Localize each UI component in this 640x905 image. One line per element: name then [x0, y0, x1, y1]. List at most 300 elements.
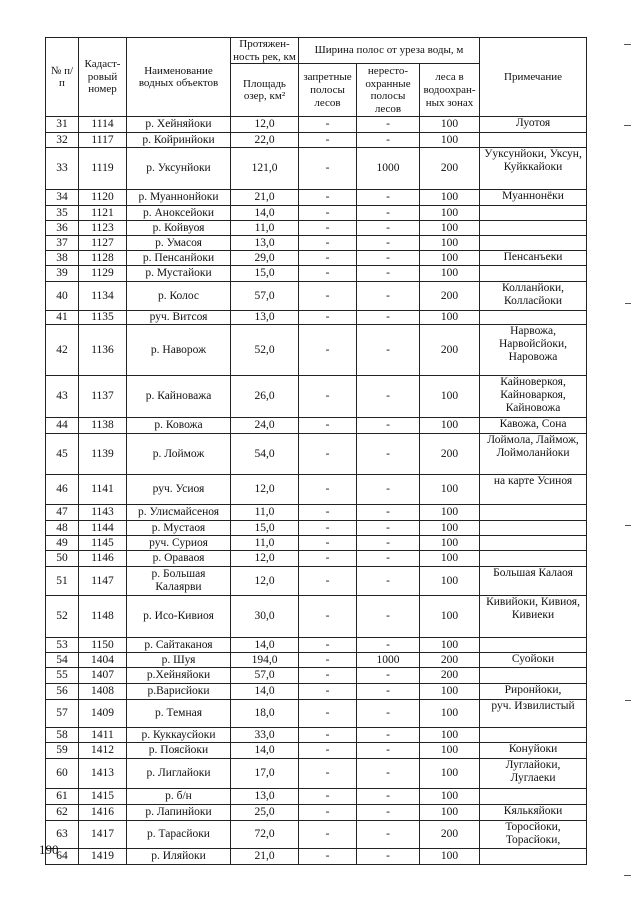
length-area-cell: 57,0: [231, 668, 299, 684]
forbidden-strip-cell: -: [299, 743, 357, 759]
row-number-cell: 48: [46, 521, 79, 536]
spawning-strip-cell: -: [357, 567, 420, 596]
spawning-strip-cell: -: [357, 684, 420, 700]
water-protection-forest-cell: 100: [420, 311, 480, 325]
spawning-strip-cell: -: [357, 221, 420, 236]
row-number-cell: 39: [46, 266, 79, 282]
table-row: [46, 684, 587, 700]
table-row: [46, 789, 587, 805]
object-name-cell: р. Ораваоя: [127, 551, 231, 567]
row-number-cell: 56: [46, 684, 79, 700]
length-area-cell: 15,0: [231, 266, 299, 282]
header-note: Примечание: [480, 38, 587, 117]
note-cell: Луглайоки, Луглаеки: [480, 759, 587, 789]
forbidden-strip-cell: -: [299, 221, 357, 236]
cadastral-number-cell: 1121: [79, 206, 127, 221]
header-name: Наименование водных объектов: [127, 38, 231, 117]
object-name-cell: р. Койвуоя: [127, 221, 231, 236]
table-row: [46, 325, 587, 376]
length-area-cell: 194,0: [231, 653, 299, 668]
water-protection-forest-cell: 100: [420, 190, 480, 206]
note-cell: Муаннонёки: [480, 190, 587, 206]
length-area-cell: 14,0: [231, 638, 299, 653]
spawning-strip-cell: -: [357, 728, 420, 743]
length-area-cell: 13,0: [231, 789, 299, 805]
note-cell: [480, 505, 587, 521]
object-name-cell: р. Мустаоя: [127, 521, 231, 536]
cadastral-number-cell: 1117: [79, 133, 127, 148]
object-name-cell: р. Лиглайоки: [127, 759, 231, 789]
object-name-cell: руч. Усиоя: [127, 475, 231, 505]
forbidden-strip-cell: -: [299, 653, 357, 668]
spawning-strip-cell: -: [357, 282, 420, 311]
forbidden-strip-cell: -: [299, 728, 357, 743]
cadastral-number-cell: 1139: [79, 434, 127, 475]
object-name-cell: р.Варисйоки: [127, 684, 231, 700]
cadastral-number-cell: 1136: [79, 325, 127, 376]
spawning-strip-cell: -: [357, 434, 420, 475]
length-area-cell: 12,0: [231, 567, 299, 596]
note-cell: на карте Усиноя: [480, 475, 587, 505]
length-area-cell: 12,0: [231, 475, 299, 505]
table-row: [46, 148, 587, 190]
object-name-cell: р. Ковожа: [127, 418, 231, 434]
forbidden-strip-cell: -: [299, 700, 357, 728]
table-row: [46, 551, 587, 567]
cadastral-number-cell: 1145: [79, 536, 127, 551]
scan-edge-mark: [625, 700, 631, 701]
cadastral-number-cell: 1413: [79, 759, 127, 789]
object-name-cell: руч. Суриоя: [127, 536, 231, 551]
spawning-strip-cell: -: [357, 475, 420, 505]
note-cell: [480, 266, 587, 282]
cadastral-number-cell: 1147: [79, 567, 127, 596]
length-area-cell: 17,0: [231, 759, 299, 789]
row-number-cell: 55: [46, 668, 79, 684]
spawning-strip-cell: -: [357, 236, 420, 251]
note-cell: Торосйоки, Торасйоки,: [480, 821, 587, 849]
object-name-cell: р. Лапинйоки: [127, 805, 231, 821]
header-water-forest: леса в водоохран-ных зонах: [420, 64, 480, 117]
table-row: [46, 668, 587, 684]
table-row: [46, 475, 587, 505]
length-area-cell: 57,0: [231, 282, 299, 311]
spawning-strip-cell: -: [357, 206, 420, 221]
length-area-cell: 11,0: [231, 505, 299, 521]
length-area-cell: 12,0: [231, 551, 299, 567]
row-number-cell: 51: [46, 567, 79, 596]
row-number-cell: 35: [46, 206, 79, 221]
water-protection-forest-cell: 100: [420, 505, 480, 521]
table-row: [46, 521, 587, 536]
spawning-strip-cell: -: [357, 505, 420, 521]
scan-edge-mark: [624, 875, 631, 876]
table-row: [46, 821, 587, 849]
note-cell: [480, 789, 587, 805]
row-number-cell: 38: [46, 251, 79, 266]
header-spawning: нересто-охранные полосы лесов: [357, 64, 420, 117]
note-cell: [480, 206, 587, 221]
forbidden-strip-cell: -: [299, 311, 357, 325]
table-row: [46, 700, 587, 728]
object-name-cell: р. Поясйоки: [127, 743, 231, 759]
note-cell: Суойоки: [480, 653, 587, 668]
spawning-strip-cell: -: [357, 759, 420, 789]
cadastral-number-cell: 1409: [79, 700, 127, 728]
forbidden-strip-cell: -: [299, 434, 357, 475]
length-area-cell: 26,0: [231, 376, 299, 418]
water-protection-forest-cell: 100: [420, 849, 480, 865]
table-row: [46, 638, 587, 653]
spawning-strip-cell: -: [357, 251, 420, 266]
forbidden-strip-cell: -: [299, 849, 357, 865]
length-area-cell: 52,0: [231, 325, 299, 376]
note-cell: [480, 551, 587, 567]
water-protection-forest-cell: 100: [420, 759, 480, 789]
object-name-cell: р. б/н: [127, 789, 231, 805]
cadastral-number-cell: 1144: [79, 521, 127, 536]
table-body: [46, 117, 587, 865]
row-number-cell: 42: [46, 325, 79, 376]
cadastral-number-cell: 1120: [79, 190, 127, 206]
object-name-cell: р. Улисмайсеноя: [127, 505, 231, 521]
spawning-strip-cell: -: [357, 805, 420, 821]
length-area-cell: 24,0: [231, 418, 299, 434]
water-protection-forest-cell: 100: [420, 596, 480, 638]
row-number-cell: 61: [46, 789, 79, 805]
length-area-cell: 25,0: [231, 805, 299, 821]
water-protection-forest-cell: 100: [420, 133, 480, 148]
table-row: [46, 596, 587, 638]
cadastral-number-cell: 1119: [79, 148, 127, 190]
cadastral-number-cell: 1404: [79, 653, 127, 668]
cadastral-number-cell: 1129: [79, 266, 127, 282]
forbidden-strip-cell: -: [299, 236, 357, 251]
object-name-cell: р. Лоймож: [127, 434, 231, 475]
note-cell: Пенсанъеки: [480, 251, 587, 266]
water-protection-forest-cell: 100: [420, 251, 480, 266]
row-number-cell: 62: [46, 805, 79, 821]
spawning-strip-cell: -: [357, 521, 420, 536]
spawning-strip-cell: -: [357, 700, 420, 728]
spawning-strip-cell: -: [357, 849, 420, 865]
water-protection-forest-cell: 100: [420, 536, 480, 551]
note-cell: [480, 638, 587, 653]
note-cell: Риронйоки,: [480, 684, 587, 700]
forbidden-strip-cell: -: [299, 567, 357, 596]
cadastral-number-cell: 1137: [79, 376, 127, 418]
spawning-strip-cell: -: [357, 190, 420, 206]
forbidden-strip-cell: -: [299, 536, 357, 551]
cadastral-number-cell: 1412: [79, 743, 127, 759]
length-area-cell: 121,0: [231, 148, 299, 190]
water-protection-forest-cell: 100: [420, 206, 480, 221]
object-name-cell: р. Койринйоки: [127, 133, 231, 148]
header-length: Протяжен-ность рек, км: [231, 38, 299, 64]
water-protection-forest-cell: 200: [420, 282, 480, 311]
length-area-cell: 72,0: [231, 821, 299, 849]
note-cell: руч. Извилистый: [480, 700, 587, 728]
row-number-cell: 54: [46, 653, 79, 668]
object-name-cell: р.Хейняйоки: [127, 668, 231, 684]
table-row: [46, 206, 587, 221]
scan-edge-mark: [624, 44, 631, 45]
row-number-cell: 49: [46, 536, 79, 551]
row-number-cell: 45: [46, 434, 79, 475]
note-cell: Кялькяйоки: [480, 805, 587, 821]
forbidden-strip-cell: -: [299, 521, 357, 536]
water-protection-forest-cell: 100: [420, 236, 480, 251]
length-area-cell: 21,0: [231, 849, 299, 865]
spawning-strip-cell: -: [357, 789, 420, 805]
length-area-cell: 33,0: [231, 728, 299, 743]
water-objects-table: [45, 37, 587, 865]
table-row: [46, 728, 587, 743]
table-row: [46, 221, 587, 236]
note-cell: [480, 668, 587, 684]
spawning-strip-cell: -: [357, 596, 420, 638]
spawning-strip-cell: -: [357, 551, 420, 567]
row-number-cell: 41: [46, 311, 79, 325]
spawning-strip-cell: -: [357, 821, 420, 849]
object-name-cell: р. Шуя: [127, 653, 231, 668]
water-protection-forest-cell: 100: [420, 743, 480, 759]
length-area-cell: 13,0: [231, 236, 299, 251]
water-protection-forest-cell: 100: [420, 551, 480, 567]
object-name-cell: р. Мустайоки: [127, 266, 231, 282]
table-row: [46, 653, 587, 668]
forbidden-strip-cell: -: [299, 133, 357, 148]
object-name-cell: р. Пенсанйоки: [127, 251, 231, 266]
object-name-cell: р. Колос: [127, 282, 231, 311]
length-area-cell: 12,0: [231, 117, 299, 133]
cadastral-number-cell: 1415: [79, 789, 127, 805]
note-cell: [480, 536, 587, 551]
row-number-cell: 44: [46, 418, 79, 434]
cadastral-number-cell: 1146: [79, 551, 127, 567]
spawning-strip-cell: -: [357, 418, 420, 434]
header-area: Площадь озер, км²: [231, 64, 299, 117]
length-area-cell: 21,0: [231, 190, 299, 206]
water-protection-forest-cell: 100: [420, 376, 480, 418]
spawning-strip-cell: -: [357, 638, 420, 653]
note-cell: Конуйоки: [480, 743, 587, 759]
row-number-cell: 34: [46, 190, 79, 206]
scan-edge-mark: [625, 525, 631, 526]
object-name-cell: р. Темная: [127, 700, 231, 728]
length-area-cell: 30,0: [231, 596, 299, 638]
object-name-cell: р. Исо-Кивиоя: [127, 596, 231, 638]
forbidden-strip-cell: -: [299, 805, 357, 821]
object-name-cell: р. Иляйоки: [127, 849, 231, 865]
spawning-strip-cell: 1000: [357, 653, 420, 668]
forbidden-strip-cell: -: [299, 475, 357, 505]
cadastral-number-cell: 1419: [79, 849, 127, 865]
water-protection-forest-cell: 100: [420, 728, 480, 743]
table-row: [46, 759, 587, 789]
length-area-cell: 11,0: [231, 536, 299, 551]
page-number: 190: [39, 842, 59, 857]
table-row: [46, 282, 587, 311]
table-row: [46, 133, 587, 148]
object-name-cell: р. Тарасйоки: [127, 821, 231, 849]
water-protection-forest-cell: 200: [420, 325, 480, 376]
scan-edge-mark: [625, 303, 631, 304]
length-area-cell: 22,0: [231, 133, 299, 148]
forbidden-strip-cell: -: [299, 251, 357, 266]
cadastral-number-cell: 1114: [79, 117, 127, 133]
table-row: [46, 743, 587, 759]
spawning-strip-cell: -: [357, 325, 420, 376]
note-cell: Нарвожа, Нарвойсйоки, Наровожа: [480, 325, 587, 376]
table-row: [46, 376, 587, 418]
note-cell: [480, 221, 587, 236]
object-name-cell: р. Наворож: [127, 325, 231, 376]
spawning-strip-cell: 1000: [357, 148, 420, 190]
row-number-cell: 40: [46, 282, 79, 311]
forbidden-strip-cell: -: [299, 551, 357, 567]
table-row: [46, 434, 587, 475]
forbidden-strip-cell: -: [299, 148, 357, 190]
note-cell: [480, 133, 587, 148]
spawning-strip-cell: -: [357, 311, 420, 325]
note-cell: [480, 728, 587, 743]
row-number-cell: 37: [46, 236, 79, 251]
table-row: [46, 236, 587, 251]
water-protection-forest-cell: 200: [420, 653, 480, 668]
table-row: [46, 805, 587, 821]
table-row: [46, 117, 587, 133]
header-forbidden: запретные полосы лесов: [299, 64, 357, 117]
forbidden-strip-cell: -: [299, 376, 357, 418]
table-row: [46, 505, 587, 521]
row-number-cell: 59: [46, 743, 79, 759]
forbidden-strip-cell: -: [299, 190, 357, 206]
water-protection-forest-cell: 100: [420, 418, 480, 434]
row-number-cell: 43: [46, 376, 79, 418]
table-row: [46, 311, 587, 325]
note-cell: [480, 849, 587, 865]
cadastral-number-cell: 1148: [79, 596, 127, 638]
length-area-cell: 29,0: [231, 251, 299, 266]
cadastral-number-cell: 1135: [79, 311, 127, 325]
forbidden-strip-cell: -: [299, 821, 357, 849]
forbidden-strip-cell: -: [299, 266, 357, 282]
forbidden-strip-cell: -: [299, 684, 357, 700]
cadastral-number-cell: 1128: [79, 251, 127, 266]
note-cell: Кивийоки, Кивиоя, Кивиеки: [480, 596, 587, 638]
object-name-cell: р. Сайтаканоя: [127, 638, 231, 653]
object-name-cell: р. Муаннонйоки: [127, 190, 231, 206]
object-name-cell: р. Умасоя: [127, 236, 231, 251]
spawning-strip-cell: -: [357, 743, 420, 759]
water-protection-forest-cell: 100: [420, 789, 480, 805]
spawning-strip-cell: -: [357, 266, 420, 282]
water-protection-forest-cell: 200: [420, 148, 480, 190]
object-name-cell: руч. Витсоя: [127, 311, 231, 325]
spawning-strip-cell: -: [357, 376, 420, 418]
object-name-cell: р. Большая Калаярви: [127, 567, 231, 596]
row-number-cell: 47: [46, 505, 79, 521]
water-protection-forest-cell: 100: [420, 475, 480, 505]
row-number-cell: 53: [46, 638, 79, 653]
note-cell: Луотоя: [480, 117, 587, 133]
forbidden-strip-cell: -: [299, 117, 357, 133]
note-cell: Большая Калаоя: [480, 567, 587, 596]
object-name-cell: р. Хейняйоки: [127, 117, 231, 133]
water-protection-forest-cell: 100: [420, 684, 480, 700]
water-protection-forest-cell: 200: [420, 668, 480, 684]
table-row: [46, 251, 587, 266]
row-number-cell: 60: [46, 759, 79, 789]
spawning-strip-cell: -: [357, 117, 420, 133]
length-area-cell: 14,0: [231, 684, 299, 700]
water-protection-forest-cell: 100: [420, 567, 480, 596]
length-area-cell: 18,0: [231, 700, 299, 728]
table-row: [46, 266, 587, 282]
note-cell: [480, 311, 587, 325]
water-protection-forest-cell: 100: [420, 117, 480, 133]
cadastral-number-cell: 1417: [79, 821, 127, 849]
row-number-cell: 31: [46, 117, 79, 133]
water-protection-forest-cell: 100: [420, 266, 480, 282]
water-protection-forest-cell: 100: [420, 221, 480, 236]
spawning-strip-cell: -: [357, 536, 420, 551]
cadastral-number-cell: 1143: [79, 505, 127, 521]
cadastral-number-cell: 1123: [79, 221, 127, 236]
note-cell: Колланйоки, Колласйоки: [480, 282, 587, 311]
spawning-strip-cell: -: [357, 133, 420, 148]
scan-edge-mark: [624, 125, 631, 126]
header-width-group: Ширина полос от уреза воды, м: [299, 38, 480, 64]
note-cell: [480, 521, 587, 536]
row-number-cell: 52: [46, 596, 79, 638]
table-row: [46, 536, 587, 551]
length-area-cell: 13,0: [231, 311, 299, 325]
row-number-cell: 64: [46, 849, 79, 865]
forbidden-strip-cell: -: [299, 789, 357, 805]
object-name-cell: р. Аноксейоки: [127, 206, 231, 221]
row-number-cell: 63: [46, 821, 79, 849]
spawning-strip-cell: -: [357, 668, 420, 684]
forbidden-strip-cell: -: [299, 325, 357, 376]
note-cell: [480, 236, 587, 251]
cadastral-number-cell: 1416: [79, 805, 127, 821]
note-cell: Кайноверкоя, Кайноваркоя, Кайновожа: [480, 376, 587, 418]
row-number-cell: 57: [46, 700, 79, 728]
forbidden-strip-cell: -: [299, 206, 357, 221]
forbidden-strip-cell: -: [299, 596, 357, 638]
header-num: № п/п: [46, 38, 79, 117]
forbidden-strip-cell: -: [299, 638, 357, 653]
row-number-cell: 32: [46, 133, 79, 148]
table-row: [46, 190, 587, 206]
cadastral-number-cell: 1138: [79, 418, 127, 434]
length-area-cell: 11,0: [231, 221, 299, 236]
cadastral-number-cell: 1150: [79, 638, 127, 653]
water-protection-forest-cell: 100: [420, 638, 480, 653]
length-area-cell: 54,0: [231, 434, 299, 475]
note-cell: Кавожа, Сона: [480, 418, 587, 434]
row-number-cell: 58: [46, 728, 79, 743]
cadastral-number-cell: 1407: [79, 668, 127, 684]
forbidden-strip-cell: -: [299, 418, 357, 434]
row-number-cell: 50: [46, 551, 79, 567]
water-protection-forest-cell: 100: [420, 805, 480, 821]
row-number-cell: 36: [46, 221, 79, 236]
object-name-cell: р. Куккаусйоки: [127, 728, 231, 743]
forbidden-strip-cell: -: [299, 505, 357, 521]
